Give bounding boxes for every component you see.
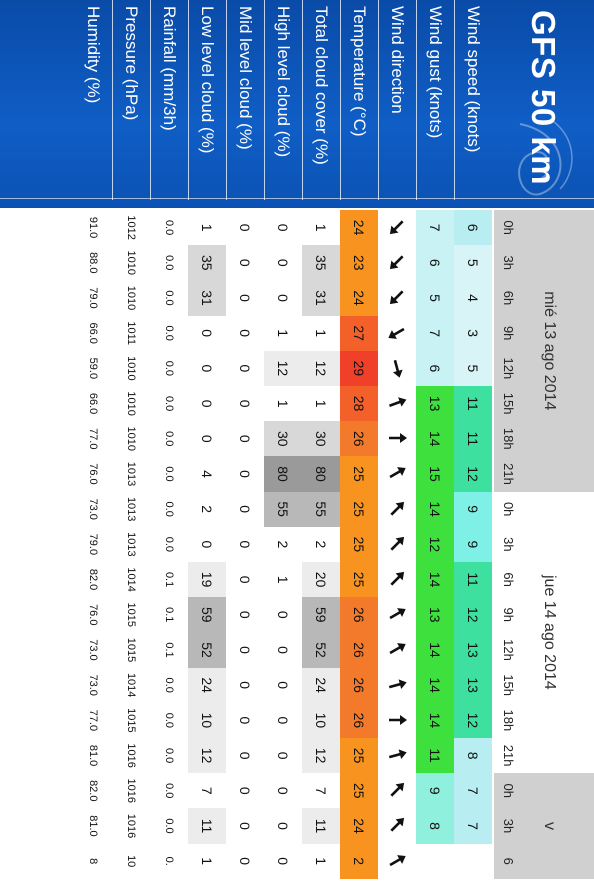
wind-arrow-icon (378, 351, 416, 384)
value-cell: 0.0 (163, 712, 175, 729)
value-cell: 31 (188, 280, 226, 315)
value-cell: 12 (454, 456, 492, 491)
value-cell: 0 (237, 540, 253, 549)
wind-arrow-icon (378, 421, 416, 454)
value-cell: 0 (188, 421, 226, 456)
value-cell: 0 (237, 329, 253, 338)
value-cell: 12 (188, 738, 226, 773)
value-cell: 2 (340, 844, 378, 879)
value-cell: 66.0 (87, 322, 99, 344)
hour-label: 3h (494, 808, 522, 843)
value-cell: 1013 (125, 461, 137, 487)
value-cell: 4 (454, 280, 492, 315)
hour-label: 6 (494, 844, 522, 879)
value-cell: 76.0 (87, 604, 99, 626)
value-cell: 1 (302, 210, 340, 245)
value-cell: 1013 (125, 532, 137, 557)
value-cell: 1010 (125, 426, 137, 452)
value-cell: 26 (340, 632, 378, 667)
row-label: Wind direction (378, 0, 416, 200)
row-label: Humidity (%) (84, 6, 103, 104)
hour-label: 0h (494, 492, 522, 527)
value-cell: 11 (416, 738, 454, 773)
wind-arrow-icon (378, 456, 416, 489)
row-label: Pressure (hPa) (112, 0, 150, 200)
value-cell: 91.0 (87, 216, 99, 239)
value-cell: 31 (302, 280, 340, 315)
value-cell: 35 (302, 245, 340, 280)
wind-arrow-icon (378, 808, 416, 841)
value-cell: 12 (302, 351, 340, 386)
value-cell: 0 (237, 575, 253, 584)
value-cell: 7 (454, 808, 492, 843)
decorative-swirl-icon (506, 114, 580, 204)
value-cell: 24 (188, 668, 226, 703)
value-cell: 24 (340, 210, 378, 245)
value-cell: 1013 (125, 496, 137, 522)
row-label: Total cloud cover (%) (302, 0, 340, 200)
value-cell: 80 (264, 456, 302, 491)
value-cell: 5 (416, 280, 454, 315)
wind-arrow-icon (378, 316, 416, 349)
value-cell: 80 (302, 456, 340, 491)
value-cell: 25 (340, 492, 378, 527)
value-cell: 4 (188, 456, 226, 491)
value-cell: 35 (188, 245, 226, 280)
row-header-panel (0, 0, 594, 208)
value-cell: 0 (237, 822, 253, 830)
value-cell: 0 (237, 434, 253, 443)
wind-arrow-icon (378, 632, 416, 665)
value-cell: 9 (454, 492, 492, 527)
value-cell: 0 (188, 527, 226, 562)
value-cell: 0 (237, 399, 253, 408)
value-cell: 81.0 (87, 815, 99, 837)
wind-arrow-icon (378, 492, 416, 525)
value-cell: 19 (188, 562, 226, 597)
value-cell: 1 (302, 844, 340, 879)
value-cell: 20 (302, 562, 340, 597)
value-cell: 12 (454, 597, 492, 632)
value-cell: 77.0 (87, 709, 99, 732)
value-cell: 9 (454, 527, 492, 562)
value-cell: 6 (416, 245, 454, 280)
value-cell: 0 (237, 857, 253, 866)
value-cell: 59 (188, 597, 226, 632)
value-cell: 0.0 (163, 501, 175, 517)
hour-label: 12h (494, 351, 522, 386)
value-cell: 14 (416, 562, 454, 597)
value-cell: 0 (237, 681, 253, 690)
value-cell: 11 (302, 808, 340, 843)
value-cell: 29 (340, 351, 378, 386)
value-cell: 25 (340, 562, 378, 597)
value-cell: 0 (264, 597, 302, 632)
value-cell: 6 (454, 210, 492, 245)
value-cell: 7 (416, 316, 454, 351)
value-cell: 10 (125, 855, 137, 868)
value-cell: 0 (237, 258, 253, 267)
value-cell: 5 (454, 245, 492, 280)
value-cell: 30 (264, 421, 302, 456)
value-cell (416, 844, 454, 879)
row-label: High level cloud (%) (264, 0, 302, 200)
hour-label: 0h (494, 210, 522, 245)
value-cell: 0.0 (163, 536, 175, 553)
value-cell: 55 (264, 492, 302, 527)
value-cell: 0.0 (163, 677, 175, 693)
value-cell: 0 (188, 351, 226, 386)
row-label: Rainfall (mm/3h) (150, 0, 188, 200)
wind-arrow-icon (378, 597, 416, 630)
value-cell: 1 (302, 316, 340, 351)
value-cell: 1 (188, 210, 226, 245)
value-cell: 8 (454, 738, 492, 773)
value-cell: 59 (302, 597, 340, 632)
value-cell: 7 (188, 773, 226, 808)
value-cell: 11 (188, 808, 226, 843)
value-cell: 79.0 (87, 533, 99, 556)
value-cell: 82.0 (87, 568, 99, 591)
value-cell: 0 (264, 773, 302, 808)
value-cell: 27 (340, 316, 378, 351)
hour-label: 21h (494, 738, 522, 773)
value-cell: 0 (264, 210, 302, 245)
value-cell: 2 (264, 527, 302, 562)
date-band: v (496, 773, 594, 879)
value-cell: 0 (237, 646, 253, 654)
value-cell: 76.0 (87, 463, 99, 485)
value-cell: 0 (264, 245, 302, 280)
value-cell: 0.0 (163, 255, 175, 271)
value-cell: 25 (340, 738, 378, 773)
value-cell: 0.0 (163, 360, 175, 377)
wind-arrow-icon (378, 210, 416, 243)
value-cell: 0.0 (163, 325, 175, 341)
value-cell: 7 (302, 773, 340, 808)
value-cell: 0. (163, 856, 175, 866)
value-cell: 1015 (125, 602, 137, 628)
value-cell: 1014 (125, 672, 137, 698)
wind-arrow-icon (378, 280, 416, 313)
wind-arrow-icon (378, 668, 416, 701)
value-cell: 24 (340, 280, 378, 315)
value-cell: 13 (454, 632, 492, 667)
value-cell: 0 (188, 316, 226, 351)
value-cell: 0.1 (163, 607, 175, 623)
row-label: Low level cloud (%) (188, 0, 226, 200)
value-cell: 13 (416, 386, 454, 421)
value-cell: 0.1 (163, 571, 175, 588)
value-cell: 9 (416, 773, 454, 808)
value-cell: 0.0 (163, 747, 175, 764)
value-cell: 0.0 (163, 431, 175, 447)
value-cell: 1016 (125, 778, 137, 804)
value-cell: 12 (454, 703, 492, 738)
hour-label: 6h (494, 280, 522, 315)
hour-label: 18h (494, 703, 522, 738)
value-cell: 0.1 (163, 642, 175, 658)
row-label: Mid level cloud (%) (226, 0, 264, 200)
row-label: Wind speed (knots) (454, 0, 492, 200)
value-cell: 0 (188, 386, 226, 421)
value-cell: 0.0 (163, 395, 175, 412)
value-cell: 0 (264, 632, 302, 667)
value-cell: 14 (416, 668, 454, 703)
wind-arrow-icon (378, 386, 416, 419)
value-cell: 0 (237, 786, 253, 795)
value-cell: 1 (264, 562, 302, 597)
value-cell: 24 (302, 668, 340, 703)
value-cell: 1010 (125, 356, 137, 381)
value-cell: 0.0 (163, 783, 175, 799)
value-cell: 26 (340, 668, 378, 703)
value-cell: 2 (188, 492, 226, 527)
wind-arrow-icon (378, 245, 416, 278)
value-cell: 23 (340, 245, 378, 280)
value-cell: 0 (264, 703, 302, 738)
value-cell: 52 (302, 632, 340, 667)
value-cell: 0 (237, 223, 253, 232)
hour-label: 15h (494, 386, 522, 421)
value-cell: 0 (264, 844, 302, 879)
value-cell (454, 844, 492, 879)
value-cell: 7 (454, 773, 492, 808)
wind-arrow-icon (378, 562, 416, 595)
value-cell: 8 (416, 808, 454, 843)
value-cell: 1010 (125, 285, 137, 311)
row-label: Wind gust (knots) (416, 0, 454, 200)
value-cell: 59.0 (87, 357, 99, 380)
value-cell: 0.0 (163, 818, 175, 834)
hour-label: 9h (494, 316, 522, 351)
value-cell: 25 (340, 527, 378, 562)
value-cell: 0 (237, 610, 253, 619)
value-cell: 1015 (125, 708, 137, 733)
value-cell: 8 (87, 858, 99, 865)
value-cell: 25 (340, 456, 378, 491)
value-cell: 77.0 (87, 428, 99, 450)
value-cell: 1016 (125, 813, 137, 839)
value-cell: 11 (454, 386, 492, 421)
value-cell: 14 (416, 492, 454, 527)
value-cell: 0 (264, 808, 302, 843)
wind-arrow-icon (378, 844, 416, 877)
value-cell: 12 (416, 527, 454, 562)
value-cell: 5 (454, 351, 492, 386)
value-cell: 6 (416, 351, 454, 386)
value-cell: 0.0 (163, 466, 175, 482)
date-band: jue 14 ago 2014 (496, 492, 594, 774)
value-cell: 12 (264, 351, 302, 386)
value-cell: 1010 (125, 250, 137, 276)
value-cell: 66.0 (87, 392, 99, 415)
value-cell: 14 (416, 632, 454, 667)
value-cell: 0 (264, 280, 302, 315)
value-cell: 0 (237, 294, 253, 302)
value-cell: 0 (264, 738, 302, 773)
value-cell: 10 (188, 703, 226, 738)
value-cell: 73.0 (87, 498, 99, 520)
value-cell: 1014 (125, 567, 137, 592)
value-cell: 1016 (125, 743, 137, 768)
hour-label: 15h (494, 668, 522, 703)
value-cell: 2 (302, 527, 340, 562)
value-cell: 26 (340, 703, 378, 738)
value-cell: 0 (237, 751, 253, 760)
value-cell: 25 (340, 773, 378, 808)
hour-label: 3h (494, 245, 522, 280)
hour-label: 9h (494, 597, 522, 632)
value-cell: 7 (416, 210, 454, 245)
model-title: GFS 50 km (525, 10, 562, 186)
value-cell: 81.0 (87, 744, 99, 767)
date-band: mié 13 ago 2014 (496, 210, 594, 492)
value-cell: 1010 (125, 391, 137, 416)
hour-label: 18h (494, 421, 522, 456)
value-cell: 0 (237, 364, 253, 373)
value-cell: 26 (340, 421, 378, 456)
value-cell: 79.0 (87, 287, 99, 309)
header-divider (0, 198, 594, 199)
value-cell: 14 (416, 703, 454, 738)
value-cell: 13 (416, 597, 454, 632)
value-cell: 24 (340, 808, 378, 843)
hour-label: 0h (494, 773, 522, 808)
value-cell: 11 (454, 421, 492, 456)
value-cell: 1012 (125, 215, 137, 240)
wind-arrow-icon (378, 773, 416, 806)
value-cell: 82.0 (87, 780, 99, 802)
value-cell: 28 (340, 386, 378, 421)
value-cell: 1 (188, 844, 226, 879)
value-cell: 0 (237, 470, 253, 478)
wind-arrow-icon (378, 527, 416, 560)
value-cell: 1 (264, 316, 302, 351)
hour-label: 6h (494, 562, 522, 597)
value-cell: 15 (416, 456, 454, 491)
value-cell: 55 (302, 492, 340, 527)
wind-arrow-icon (378, 738, 416, 771)
value-cell: 0 (237, 716, 253, 725)
value-cell: 30 (302, 421, 340, 456)
value-cell: 11 (454, 562, 492, 597)
value-cell: 3 (454, 316, 492, 351)
value-cell: 0 (264, 668, 302, 703)
value-cell: 10 (302, 703, 340, 738)
hour-label: 3h (494, 527, 522, 562)
value-cell: 0 (237, 505, 253, 514)
value-cell: 14 (416, 421, 454, 456)
wind-arrow-icon (378, 703, 416, 736)
value-cell: 1 (302, 386, 340, 421)
hour-label: 12h (494, 632, 522, 667)
value-cell: 0.0 (163, 290, 175, 306)
row-label: Temperature (°C) (340, 0, 378, 200)
hour-label: 21h (494, 456, 522, 491)
value-cell: 88.0 (87, 252, 99, 274)
value-cell: 13 (454, 668, 492, 703)
value-cell: 26 (340, 597, 378, 632)
value-cell: 73.0 (87, 639, 99, 661)
value-cell: 1011 (125, 321, 137, 346)
value-cell: 12 (302, 738, 340, 773)
value-cell: 1 (264, 386, 302, 421)
value-cell: 73.0 (87, 674, 99, 696)
value-cell: 52 (188, 632, 226, 667)
value-cell: 1015 (125, 637, 137, 663)
value-cell: 0.0 (163, 219, 175, 236)
